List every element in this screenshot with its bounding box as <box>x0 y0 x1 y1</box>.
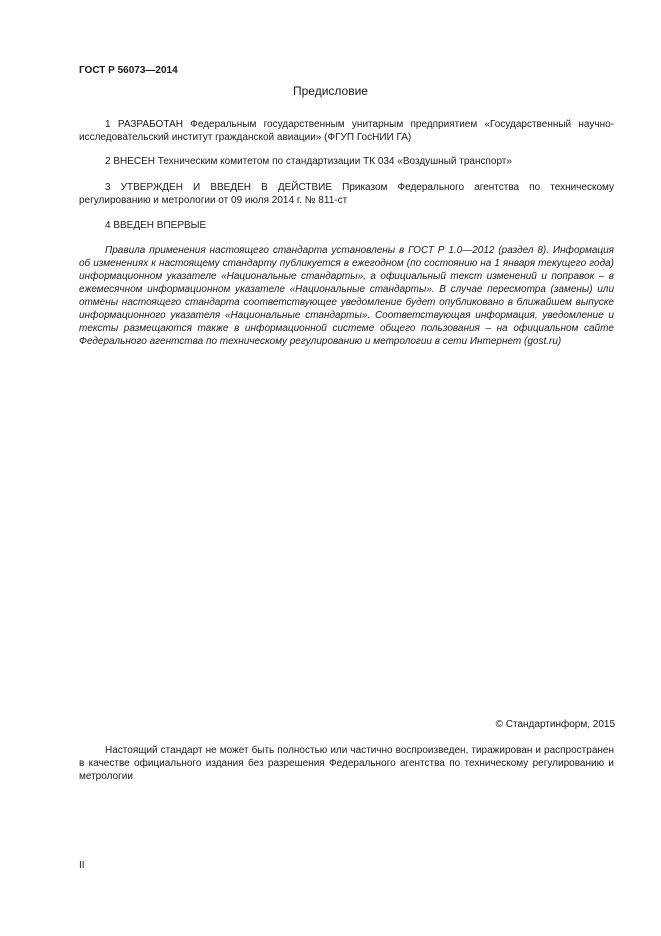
copyright-line: © Стандартинформ, 2015 <box>495 719 615 730</box>
reproduction-notice: Настоящий стандарт не может быть полностью или частично воспроизведен, тиражирован и распространен в качестве официального издания без разрешения Федерального агентства по техническому регулированию и метрологии <box>79 745 614 782</box>
preface-item-1: 1 РАЗРАБОТАН Федеральным государственным унитарным предприятием «Государственный научно-исследовательский институт гражданской авиации» (ФГУП ГосНИИ ГА) <box>79 119 614 143</box>
preface-item-3: 3 УТВЕРЖДЕН И ВВЕДЕН В ДЕЙСТВИЕ Приказом Федерального агентства по техническому регулированию и метрологии от 09 июля 2014 г. № 811-ст <box>79 182 614 206</box>
preface-item-2: 2 ВНЕСЕН Техническим комитетом по стандартизации ТК 034 «Воздушный транспорт» <box>105 156 512 167</box>
application-rules-note: Правила применения настоящего стандарта установлены в ГОСТ Р 1.0—2012 (раздел 8). Информация об изменениях к настоящему стандарту публикуется в ежегодном (по состоянию на 1 января текущего года) информационном указателе «Национальные стандарты», а официальный текст изменений и поправок – в ежемесячном информационном указателе «Национальные стандарты». В случае пересмотра (замены) или отмены настоящего стандарта соответствующее уведомление будет опубликовано в ближайшем выпуске информационного указателя «Национальные стандарты». Соответствующая информация, уведомление и тексты размещаются также в информационной системе общего пользования – на официальном сайте Федерального агентства по техническому регулированию и метрологии в сети Интернет (gost.ru) <box>79 245 614 347</box>
standard-code: ГОСТ Р 56073—2014 <box>79 65 178 76</box>
page-title: Предисловие <box>293 84 368 98</box>
page-number: II <box>79 860 85 871</box>
preface-item-4: 4 ВВЕДЕН ВПЕРВЫЕ <box>105 220 207 231</box>
